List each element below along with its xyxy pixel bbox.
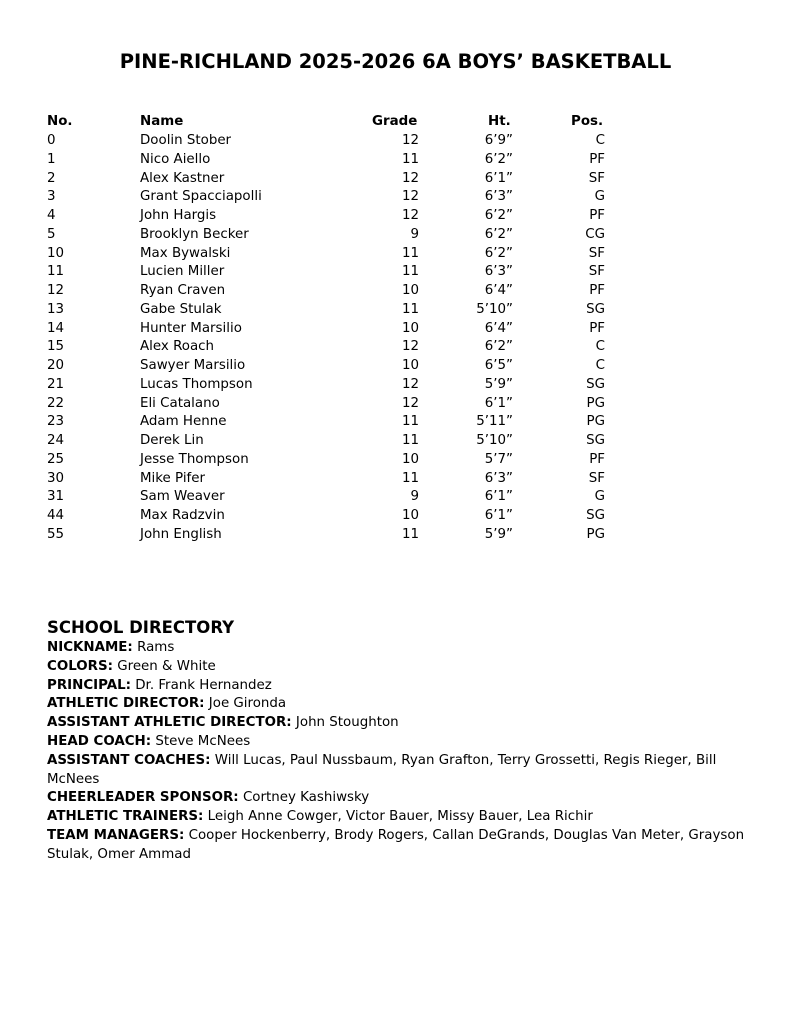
player-name: Lucas Thompson	[140, 376, 253, 392]
player-grade: 12	[401, 395, 419, 411]
player-number: 3	[47, 189, 56, 205]
player-position: SG	[586, 433, 605, 448]
table-row	[0, 206, 791, 225]
player-grade: 11	[401, 151, 419, 167]
player-height: 6’4”	[484, 283, 513, 298]
directory-assistant-athletic-director	[47, 714, 757, 733]
player-grade: 10	[401, 508, 419, 523]
player-name: Ryan Craven	[140, 283, 226, 298]
athletic-director-value: Joe Gironda	[208, 696, 287, 712]
player-number: 30	[47, 470, 65, 486]
player-grade: 12	[401, 208, 419, 223]
table-row	[0, 187, 791, 206]
player-name: Max Bywalski	[140, 245, 231, 261]
player-grade: 9	[410, 226, 419, 242]
table-row	[0, 394, 791, 413]
team-managers-label: TEAM MANAGERS:	[47, 827, 185, 843]
player-number: 12	[47, 283, 65, 298]
player-grade: 11	[401, 433, 419, 448]
assistant-athletic-director-value: John Stoughton	[295, 715, 399, 731]
player-position: SG	[586, 301, 605, 317]
player-name: Grant Spacciapolli	[140, 189, 262, 205]
player-position: PF	[589, 283, 605, 298]
player-position: PG	[586, 526, 605, 542]
player-position: SF	[588, 470, 605, 486]
player-position: PF	[589, 151, 605, 167]
player-grade: 11	[401, 526, 419, 542]
table-row	[0, 450, 791, 469]
player-height: 5’11”	[476, 414, 513, 430]
player-height: 6’1”	[484, 395, 513, 411]
athletic-trainers-label: ATHLETIC TRAINERS:	[47, 809, 204, 825]
player-grade: 10	[401, 283, 419, 298]
player-height: 6’9”	[484, 133, 513, 148]
player-position: C	[595, 358, 605, 373]
table-row	[0, 431, 791, 450]
player-grade: 11	[401, 301, 419, 317]
cheerleader-sponsor-label: CHEERLEADER SPONSOR:	[47, 790, 239, 806]
colors-value: Green & White	[117, 658, 216, 674]
roster-header-row	[0, 112, 791, 131]
player-name: Alex Roach	[140, 339, 215, 355]
directory-cheerleader-sponsor	[47, 789, 757, 808]
directory-principal	[47, 677, 757, 696]
directory-heading: SCHOOL DIRECTORY	[47, 618, 235, 637]
player-number: 20	[47, 358, 65, 373]
assistant-athletic-director-label: ASSISTANT ATHLETIC DIRECTOR:	[47, 715, 292, 731]
player-position: SG	[586, 376, 605, 392]
directory-head-coach	[47, 733, 757, 752]
player-number: 2	[47, 170, 56, 186]
table-row	[0, 375, 791, 394]
player-height: 5’10”	[476, 433, 513, 448]
table-row	[0, 525, 791, 544]
directory-athletic-trainers	[47, 808, 757, 827]
player-height: 6’2”	[484, 339, 513, 355]
table-row	[0, 319, 791, 338]
cheerleader-sponsor-value: Cortney Kashiwsky	[242, 790, 370, 806]
player-name: Nico Aiello	[140, 151, 211, 167]
player-name: Hunter Marsilio	[140, 320, 242, 336]
player-name: Alex Kastner	[140, 170, 225, 186]
table-row	[0, 225, 791, 244]
player-number: 44	[47, 508, 65, 523]
player-number: 25	[47, 451, 65, 467]
player-grade: 11	[401, 264, 419, 280]
nickname-label: NICKNAME:	[47, 640, 133, 655]
player-number: 15	[47, 339, 65, 355]
player-height: 6’1”	[484, 489, 513, 505]
header-grade: Grade	[372, 114, 418, 129]
table-row	[0, 131, 791, 150]
player-position: PF	[589, 451, 605, 467]
player-height: 5’9”	[484, 376, 513, 392]
table-row	[0, 281, 791, 300]
player-position: SF	[588, 264, 605, 280]
player-position: SF	[588, 170, 605, 186]
player-number: 55	[47, 526, 65, 542]
table-row	[0, 262, 791, 281]
player-position: G	[594, 189, 605, 205]
directory-team-managers	[47, 827, 757, 865]
player-name: Mike Pifer	[140, 470, 206, 486]
table-row	[0, 244, 791, 263]
player-height: 5’7”	[484, 451, 513, 467]
school-directory	[47, 639, 757, 865]
player-grade: 10	[401, 451, 419, 467]
player-name: Eli Catalano	[140, 395, 220, 411]
player-number: 13	[47, 301, 65, 317]
nickname-value: Rams	[137, 640, 175, 655]
player-grade: 11	[401, 470, 419, 486]
principal-label: PRINCIPAL:	[47, 677, 131, 693]
player-name: Brooklyn Becker	[140, 226, 249, 242]
player-height: 6’3”	[484, 189, 513, 205]
athletic-director-label: ATHLETIC DIRECTOR:	[47, 696, 205, 712]
player-height: 6’1”	[484, 170, 513, 186]
player-name: Jesse Thompson	[140, 451, 249, 467]
player-name: Sam Weaver	[140, 489, 225, 505]
player-grade: 10	[401, 320, 419, 336]
player-grade: 12	[401, 170, 419, 186]
player-position: G	[594, 489, 605, 505]
directory-assistant-coaches	[47, 752, 757, 790]
player-number: 5	[47, 226, 56, 242]
player-name: John English	[140, 526, 222, 542]
player-grade: 11	[401, 414, 419, 430]
player-position: PG	[586, 395, 605, 411]
player-height: 6’5”	[484, 358, 513, 373]
player-name: John Hargis	[140, 208, 217, 223]
player-grade: 12	[401, 189, 419, 205]
player-name: Sawyer Marsilio	[140, 358, 246, 373]
player-number: 1	[47, 151, 56, 167]
assistant-coaches-value: Will Lucas, Paul Nussbaum, Ryan Grafton, Terry Grossetti, Regis Rieger, Bill McNees	[47, 752, 717, 787]
player-position: PG	[586, 414, 605, 430]
player-position: PF	[589, 208, 605, 223]
directory-nickname	[47, 639, 757, 658]
head-coach-value: Steve McNees	[155, 733, 251, 749]
table-row	[0, 300, 791, 319]
player-number: 10	[47, 245, 65, 261]
table-row	[0, 506, 791, 525]
player-name: Derek Lin	[140, 433, 204, 448]
colors-label: COLORS:	[47, 658, 113, 674]
header-height: Ht.	[488, 114, 511, 129]
player-height: 6’1”	[484, 508, 513, 523]
player-height: 6’4”	[484, 320, 513, 336]
player-grade: 12	[401, 339, 419, 355]
player-number: 22	[47, 395, 65, 411]
player-position: SF	[588, 245, 605, 261]
player-height: 6’2”	[484, 151, 513, 167]
player-number: 21	[47, 376, 65, 392]
player-height: 6’3”	[484, 470, 513, 486]
table-row	[0, 487, 791, 506]
player-number: 0	[47, 133, 56, 148]
table-row	[0, 356, 791, 375]
player-name: Doolin Stober	[140, 133, 232, 148]
player-grade: 12	[401, 133, 419, 148]
player-grade: 9	[410, 489, 419, 505]
player-name: Adam Henne	[140, 414, 227, 430]
player-grade: 11	[401, 245, 419, 261]
player-position: PF	[589, 320, 605, 336]
team-managers-value: Cooper Hockenberry, Brody Rogers, Callan DeGrands, Douglas Van Meter, Grayson Stulak, Omer Ammad	[47, 827, 745, 862]
directory-colors	[47, 658, 757, 677]
table-row	[0, 150, 791, 169]
player-number: 4	[47, 208, 56, 223]
player-height: 6’2”	[484, 208, 513, 223]
player-number: 23	[47, 414, 65, 430]
player-position: C	[595, 339, 605, 355]
assistant-coaches-label: ASSISTANT COACHES:	[47, 752, 211, 768]
player-number: 14	[47, 320, 65, 336]
table-row	[0, 469, 791, 488]
player-name: Max Radzvin	[140, 508, 225, 523]
player-number: 31	[47, 489, 65, 505]
player-grade: 12	[401, 376, 419, 392]
player-position: CG	[585, 226, 605, 242]
page-title: PINE-RICHLAND 2025-2026 6A BOYS’ BASKETBALL	[119, 50, 672, 73]
principal-value: Dr. Frank Hernandez	[135, 677, 272, 693]
player-height: 5’10”	[476, 301, 513, 317]
player-grade: 10	[401, 358, 419, 373]
head-coach-label: HEAD COACH:	[47, 733, 152, 749]
header-no: No.	[47, 114, 73, 129]
player-position: C	[595, 133, 605, 148]
player-height: 6’2”	[484, 226, 513, 242]
player-height: 6’3”	[484, 264, 513, 280]
athletic-trainers-value: Leigh Anne Cowger, Victor Bauer, Missy Bauer, Lea Richir	[207, 809, 593, 825]
table-row	[0, 412, 791, 431]
header-name: Name	[140, 114, 184, 129]
directory-athletic-director	[47, 695, 757, 714]
player-number: 11	[47, 264, 65, 280]
table-row	[0, 169, 791, 188]
player-height: 5’9”	[484, 526, 513, 542]
table-row	[0, 337, 791, 356]
player-name: Lucien Miller	[140, 264, 225, 280]
player-position: SG	[586, 508, 605, 523]
header-position: Pos.	[571, 114, 604, 129]
player-name: Gabe Stulak	[140, 301, 222, 317]
player-height: 6’2”	[484, 245, 513, 261]
player-number: 24	[47, 433, 65, 448]
